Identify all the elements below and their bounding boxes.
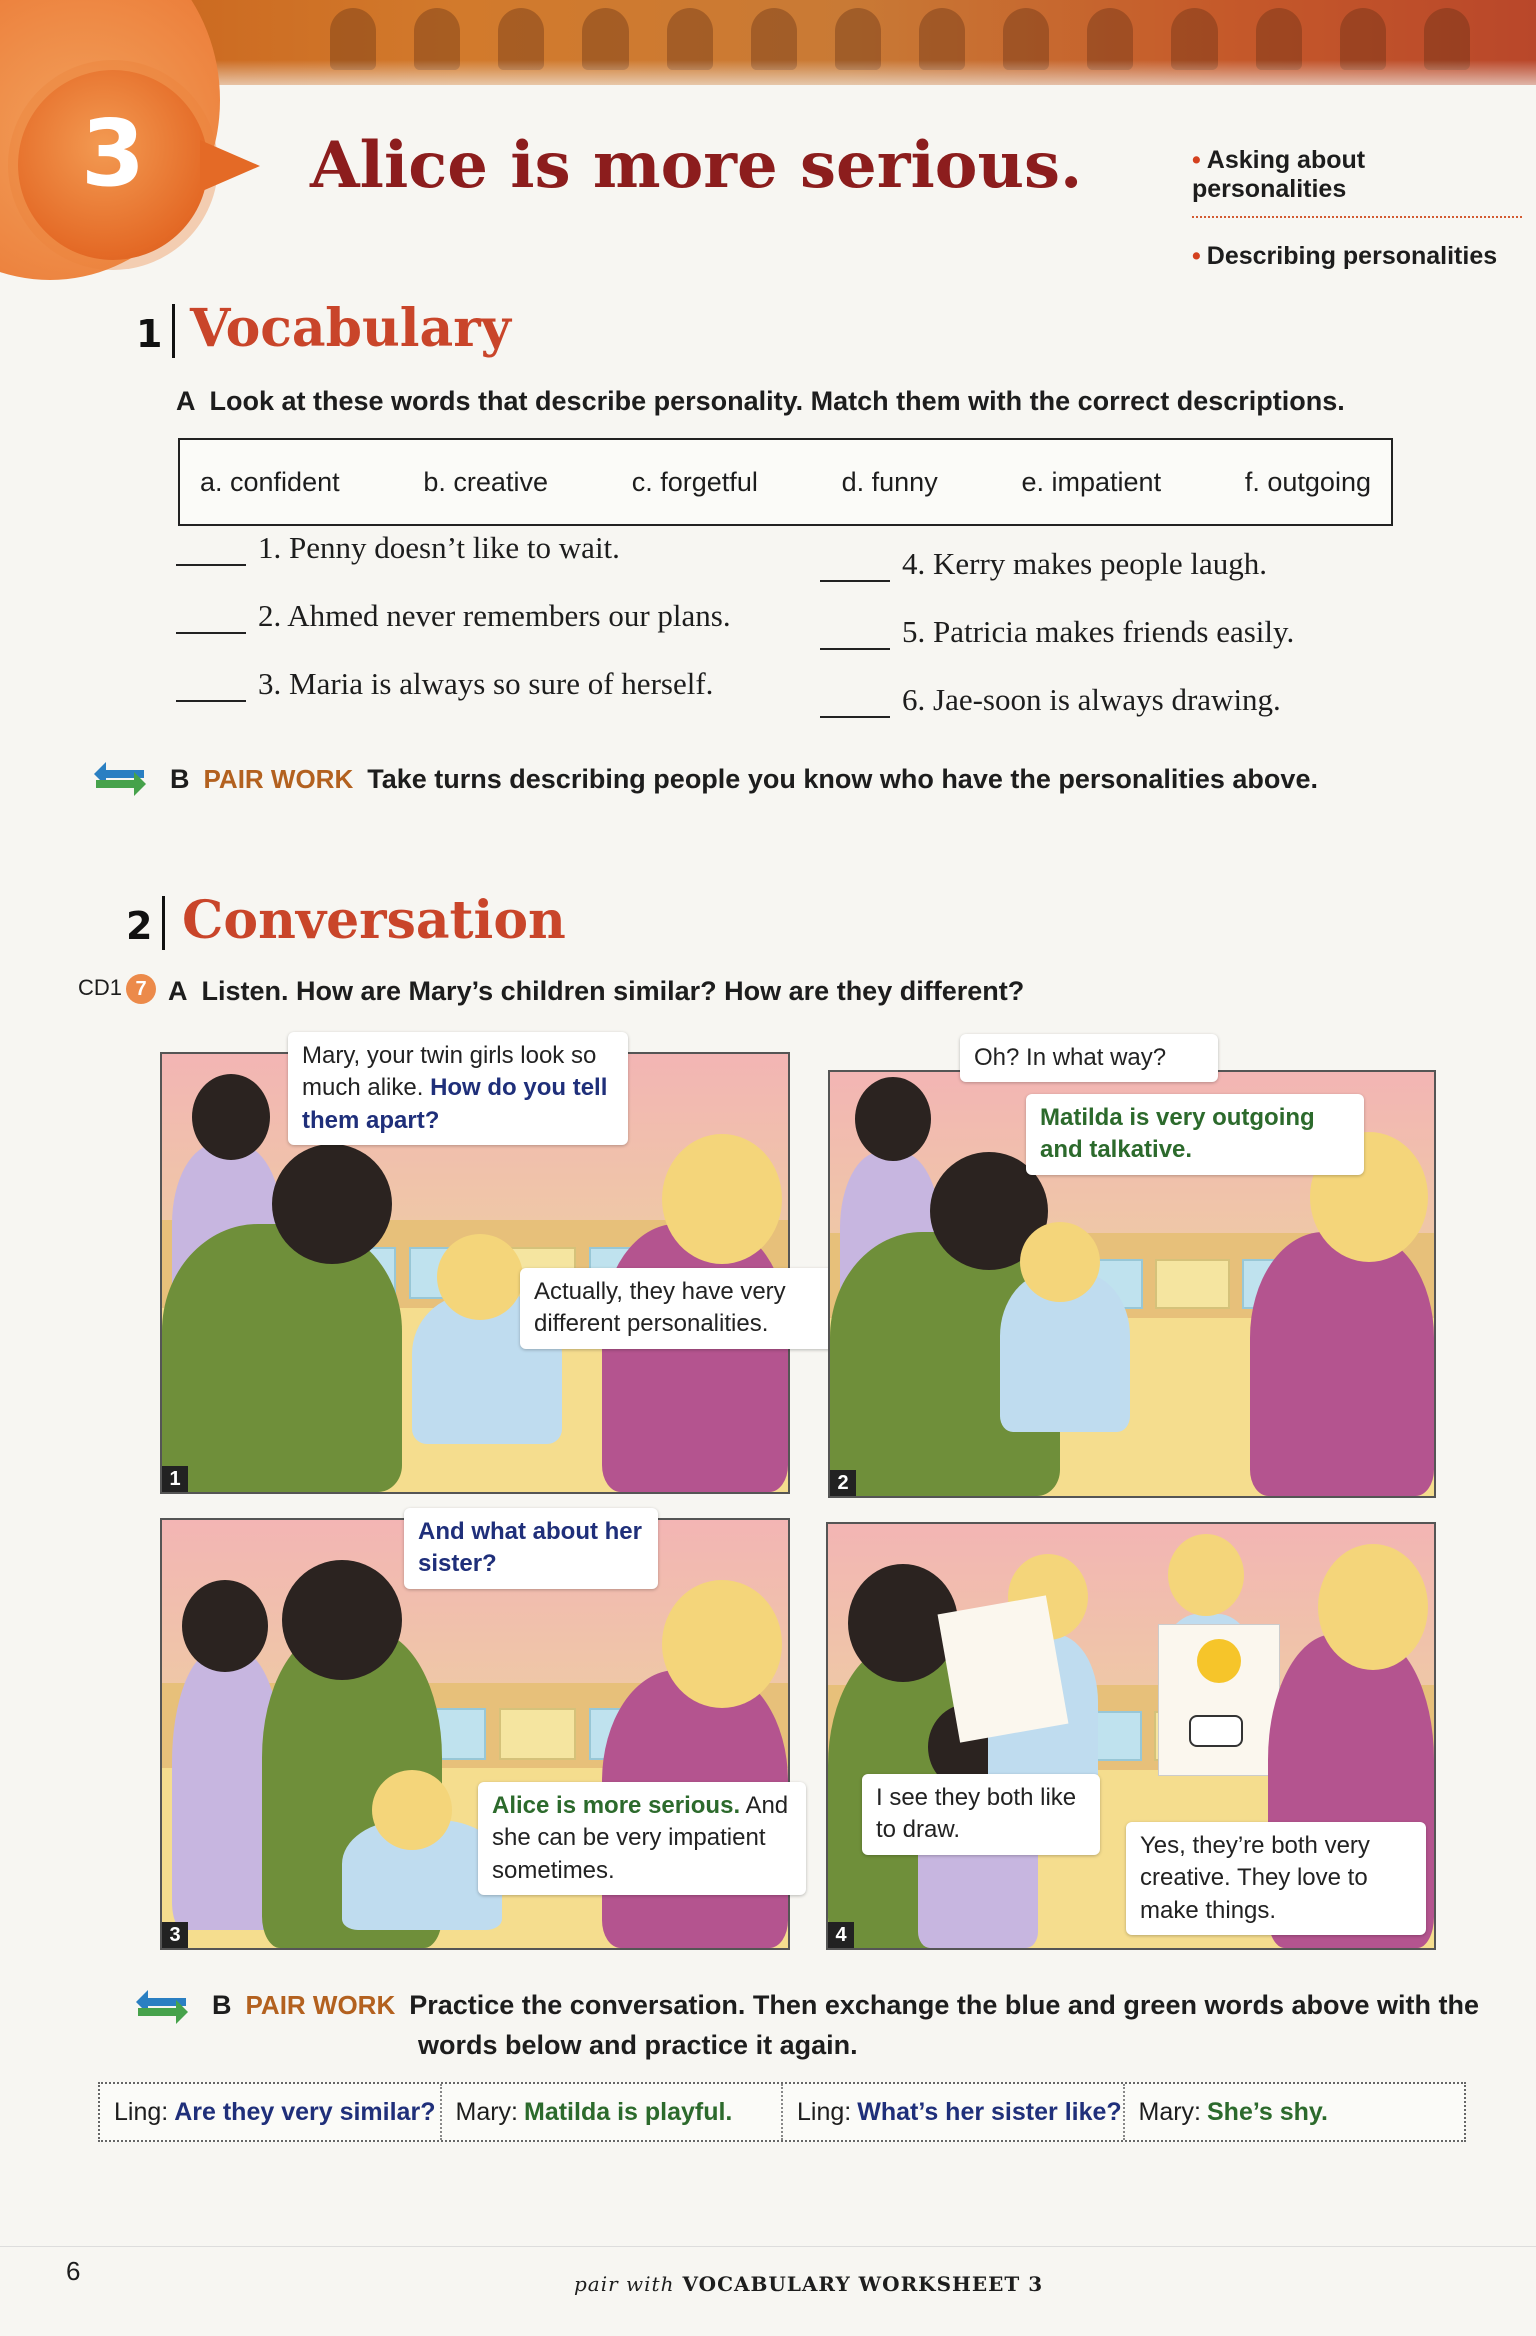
child-drawing-flowers	[938, 1595, 1069, 1742]
child-head	[1168, 1534, 1244, 1616]
girl-head	[855, 1077, 931, 1161]
panel-number: 2	[830, 1470, 856, 1496]
goal-item: • Describing personalities	[1192, 242, 1498, 270]
bullet-icon: •	[1192, 242, 1201, 270]
answer-blank[interactable]	[820, 715, 890, 718]
section-number-vocabulary: 1	[136, 312, 163, 356]
mother-head	[282, 1560, 402, 1680]
matching-item: 6. Jae-soon is always drawing.	[820, 682, 1281, 718]
track-number: 7	[126, 974, 156, 1004]
goal-divider	[1192, 216, 1522, 230]
section-divider	[172, 304, 175, 358]
girl-head	[182, 1580, 268, 1672]
section-number-conversation: 2	[126, 904, 153, 948]
pair-work-icon	[134, 1986, 190, 2026]
bullet-icon: •	[1192, 146, 1201, 174]
unit-goals	[1192, 140, 1522, 277]
dog-icon	[1189, 1715, 1243, 1747]
teacher-head	[662, 1580, 782, 1708]
unit-number: 3	[80, 100, 145, 207]
exercise-letter: B	[212, 1990, 232, 2020]
vocabulary-a-instruction: A Look at these words that describe personality. Match them with the correct descriptions.	[176, 386, 1345, 416]
speech-bubble: And what about her sister?	[404, 1508, 658, 1589]
substitution-cell: Mary: She’s shy.	[1138, 2097, 1328, 2126]
goal-item: • Asking about personalities	[1192, 146, 1366, 203]
pair-work-label: PAIR WORK	[203, 764, 354, 794]
speech-bubble: Actually, they have very different personalities.	[520, 1268, 848, 1349]
vocabulary-b-instruction: B PAIR WORK Take turns describing people you know who have the personalities above.	[170, 764, 1318, 794]
exercise-letter: A	[176, 386, 196, 416]
substitution-cell: Ling: What’s her sister like?	[783, 2084, 1125, 2140]
page-number: 6	[66, 2256, 81, 2286]
word-option: a. confident	[200, 466, 340, 497]
speech-bubble: Yes, they’re both very creative. They love to make things.	[1126, 1822, 1426, 1935]
matching-item: 1. Penny doesn’t like to wait.	[176, 530, 620, 566]
child-drawing-sun	[1158, 1624, 1280, 1776]
matching-item: 4. Kerry makes people laugh.	[820, 546, 1267, 582]
unit-badge-pointer	[200, 140, 260, 192]
word-option: d. funny	[841, 466, 938, 497]
word-box	[178, 438, 1393, 526]
substitution-cell: Ling: Are they very similar?	[100, 2084, 442, 2140]
panel-number: 1	[162, 1466, 188, 1492]
child-head	[437, 1234, 523, 1320]
section-title-conversation: Conversation	[182, 890, 566, 951]
answer-blank[interactable]	[176, 563, 246, 566]
teacher-figure	[602, 1224, 788, 1492]
speech-bubble: Mary, your twin girls look so much alike. How do you tell them apart?	[288, 1032, 628, 1145]
teacher-figure	[1250, 1232, 1434, 1496]
matching-item: 2. Ahmed never remembers our plans.	[176, 598, 731, 634]
matching-item: 3. Maria is always so sure of herself.	[176, 666, 713, 702]
word-option: e. impatient	[1021, 466, 1162, 497]
answer-blank[interactable]	[820, 647, 890, 650]
word-option: b. creative	[423, 466, 548, 497]
substitution-strip	[98, 2082, 1466, 2142]
mother-head	[272, 1144, 392, 1264]
teacher-head	[662, 1134, 782, 1264]
panel-number: 3	[162, 1922, 188, 1948]
answer-blank[interactable]	[820, 579, 890, 582]
section-divider	[162, 896, 165, 950]
conversation-b-instruction: B PAIR WORK Practice the conversation. Then exchange the blue and green words above with the	[212, 1990, 1479, 2020]
exercise-letter: B	[170, 764, 190, 794]
conversation-b-instruction-cont: words below and practice it again.	[418, 2030, 858, 2060]
speech-bubble: Matilda is very outgoing and talkative.	[1026, 1094, 1364, 1175]
audio-track-badge[interactable]: CD1 7	[78, 974, 156, 1004]
child-head	[372, 1770, 452, 1850]
footer-rule	[0, 2246, 1536, 2247]
mother-figure	[162, 1224, 402, 1492]
child-head	[1020, 1222, 1100, 1302]
answer-blank[interactable]	[176, 631, 246, 634]
sun-icon	[1197, 1639, 1241, 1683]
banner-fade	[0, 60, 1536, 100]
conversation-a-instruction: A Listen. How are Mary’s children similar? How are they different?	[168, 976, 1025, 1006]
girl-head	[192, 1074, 270, 1160]
substitution-cell: Mary: Matilda is playful.	[442, 2084, 784, 2140]
teacher-head	[1318, 1544, 1428, 1670]
exercise-letter: A	[168, 976, 188, 1006]
word-option: f. outgoing	[1244, 466, 1371, 497]
panel-number: 4	[828, 1922, 854, 1948]
footer-note: pair with VOCABULARY WORKSHEET 3	[574, 2272, 1044, 2296]
matching-item: 5. Patricia makes friends easily.	[820, 614, 1294, 650]
speech-bubble: Alice is more serious. And she can be very impatient sometimes.	[478, 1782, 806, 1895]
speech-bubble: Oh? In what way?	[960, 1034, 1218, 1082]
speech-bubble: I see they both like to draw.	[862, 1774, 1100, 1855]
pair-work-label: PAIR WORK	[245, 1990, 396, 2020]
word-option: c. forgetful	[631, 466, 758, 497]
answer-blank[interactable]	[176, 699, 246, 702]
section-title-vocabulary: Vocabulary	[190, 298, 511, 359]
pair-work-icon	[92, 758, 148, 798]
unit-title: Alice is more serious.	[310, 128, 1083, 203]
